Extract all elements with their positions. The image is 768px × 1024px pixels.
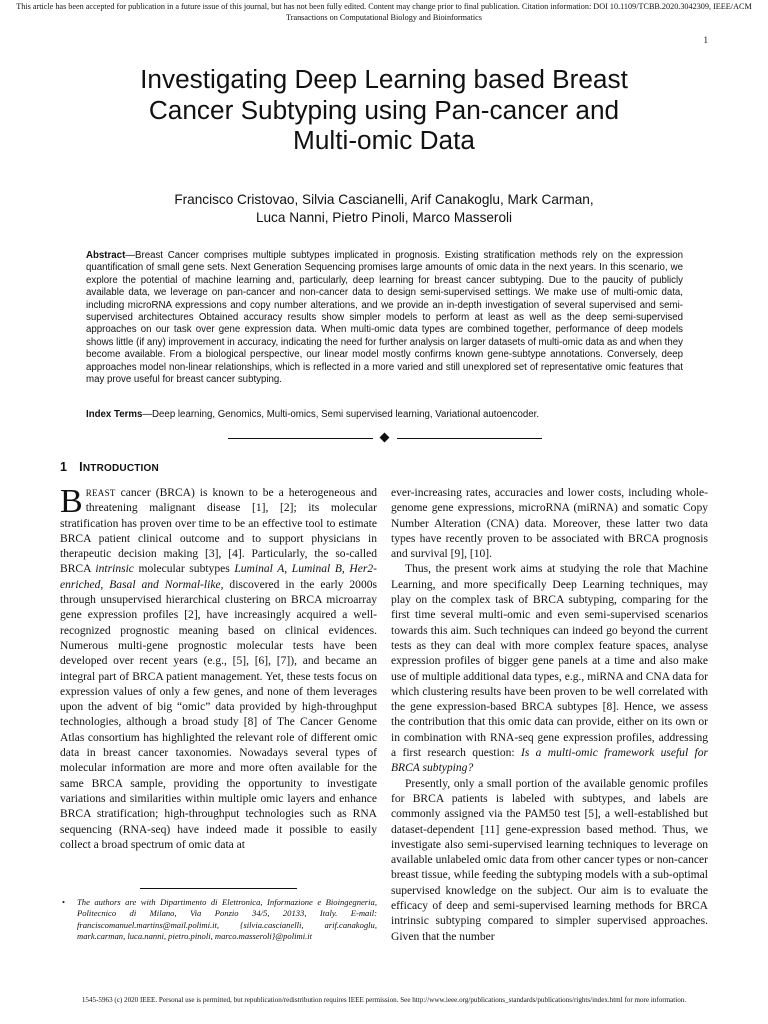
- left-column: [60, 483, 377, 853]
- research-question: Is a multi-omic framework useful for BRCA subtyping?: [391, 747, 708, 775]
- section-heading-introduction: [60, 460, 159, 474]
- footnote-text: The authors are with Dipartimento di Elettronica, Informazione e Bioingegneria, Politecnico di Milano, Via Ponzio 34/5, 20133, Italy. E-mail: franciscomanuel.martins@mail.polimi.it, {silvia.cascianelli, arif.canakoglu, mark.carman, luca.nanni, pietro.pinoli, marco.masseroli}@polimi.it: [77, 897, 377, 941]
- index-terms-label: Index Terms: [86, 409, 143, 420]
- separator-line-right: [397, 438, 542, 439]
- diamond-icon: [380, 433, 390, 443]
- authors-line-2: Luca Nanni, Pietro Pinoli, Marco Masseroli: [255, 210, 513, 225]
- footnote-rule: [140, 888, 297, 889]
- lead-smallcaps: REAST: [85, 488, 116, 498]
- author-affiliation-footnote: [62, 897, 377, 942]
- index-terms: [86, 409, 683, 421]
- author-list: [60, 191, 708, 227]
- separator-line-left: [228, 438, 373, 439]
- abstract-text: —Breast Cancer comprises multiple subtypes implicated in prognosis. Existing stratification methods rely on the expression quantification of small gene sets. Next Generation Sequencing promises large amounts of omic data in the next years. In this scenario, we explore the potential of machine learning and, particularly, deep learning for breast cancer subtyping. Due to the paucity of publicly available data, we leverage on pan-cancer and non-cancer data to design semi-supervised settings. We make use of multi-omic data, including microRNA expressions and copy number alterations, and we provide an in-depth investigation of several supervised and semi-supervised architectures Obtained accuracy results show simpler models to perform at least as well as the deep semi-supervised approaches on our task over gene expression data. When multi-omic data types are combined together, performance of deep models shows little (if any) improvement in accuracy, indicating the need for further analysis on larger datasets of multi-omic data as and when they become available. From a biological perspective, our linear model mostly confirms known gene-subtype annotations. Conversely, deep approaches model non-linear relationships, which is reflected in a more varied and still unexplored set of representative omic features that may prove useful for breast cancer subtyping.: [86, 250, 683, 386]
- right-column: [391, 486, 708, 945]
- text-run: , discovered in the early 2000s through unsupervised hierarchical clustering on BRCA microarray gene expression profiles [2], have increasingly acquired a well-recognized prognostic meaning based on clinical evidences. Numerous multi-gene prognostic molecular tests have been developed over recent years (e.g., [5], [6], [7]), and became an integral part of BRCA patient management. Yet, these tests focus on expression values of only a few genes, and none of them leverages upon the advent of big “omic” data provided by high-throughput technologies, although a broad study [8] of The Cancer Genome Atlas consortium has highlighted the relevant role of different omic data in breast cancer taxonomies. Nowadays several types of molecular information are more and more often available for the same BRCA sample, providing the opportunity to investigate variations and similarities within multiple omic layers and enhance BRCA stratification; high-throughput technologies such as RNA sequencing (RNA-seq) have indeed made it possible to easily collect a broad spectrum of omic data at: [60, 578, 377, 851]
- title-line-1: Investigating Deep Learning based Breast: [140, 64, 628, 94]
- section-title-rest: NTRODUCTION: [82, 463, 159, 474]
- paper-title: [60, 64, 708, 156]
- drop-cap: B: [60, 483, 83, 520]
- intro-paragraph-2: [391, 562, 708, 776]
- header-line-1: This article has been accepted for publication in a future issue of this journal, but has not been fully edited. Content may change prior to final publication. Citation information: DOI 10.1109/TCBB.2020.3042309, IEEE/ACM: [16, 2, 752, 11]
- intro-paragraph-3: Presently, only a small portion of the available genomic profiles for BRCA patients is labeled with subtypes, and labels are commonly assigned via the PAM50 test [5], a well-established but dataset-dependent [11] gene-expression based method. Thus, we investigate also semi-supervised learning techniques to leverage on available unlabeled omic data from other cancer types or non-cancer breast tissue, while feeding the subtyping models with a sub-optimal supervised knowledge on the subject. Our aim is to evaluate the efficacy of deep and semi-supervised learning methods for BRCA intrinsic subtyping compared to simpler supervised approaches. Given that the number: [391, 777, 708, 943]
- emphasis-subtypes: Luminal A, Luminal B, Her2-enriched, Basal and Normal-like: [60, 563, 377, 591]
- header-line-2: Transactions on Computational Biology and Bioinformatics: [286, 12, 482, 22]
- page-number: 1: [703, 35, 708, 45]
- title-line-2: Cancer Subtyping using Pan-cancer and: [148, 94, 620, 125]
- section-title-initial: I: [79, 460, 83, 474]
- footnote-bullet: •: [62, 897, 66, 907]
- intro-paragraph-1: [60, 483, 377, 853]
- emphasis-intrinsic: intrinsic: [95, 563, 134, 576]
- intro-paragraph-1-continued: ever-increasing rates, accuracies and lower costs, including whole-genome gene expressions, microRNA (miRNA) and somatic Copy Number Alteration (CNA) data. Moreover, these latter two data types have recently proven to be associated with BRCA prognosis and survival [9], [10].: [391, 487, 708, 561]
- text-run: Thus, the present work aims at studying the role that Machine Learning, and more specifically Deep Learning techniques, may play on the complex task of BRCA subtyping, comparing for the first time several multi-omic and even semi-supervised scenarios towards this aim. Such techniques can indeed go beyond the current tests as they can deal with more complex feature spaces, analyse expression profiles of bigger gene panels at a time and also make use of multiple additional data types, e.g., miRNA and CNA data for which clustering results have been proven to be well correlated with the gene expression-based BRCA subtypes [8]. Hence, we assess the contribution that this omic data can provide, either on its own or in combination with RNA-seq gene expression profiles, addressing a first research question:: [391, 563, 708, 760]
- journal-header-note: [0, 2, 768, 23]
- authors-line-1: Francisco Cristovao, Silvia Cascianelli, Arif Canakoglu, Mark Carman,: [174, 192, 594, 207]
- section-number: 1: [60, 460, 68, 474]
- section-separator: [228, 432, 542, 444]
- text-run: cancer (BRCA) is known to be a heterogeneous and threatening malignant disease [1], [2]; its molecular stratification has proven over time to be an effective tool to estimate BRCA patient clinical outcome and to support physicians in therapeutic decision making [3], [4]. Particularly, the so-called BRCA: [60, 487, 377, 576]
- abstract-label: Abstract: [86, 250, 126, 261]
- text-run: molecular subtypes: [133, 563, 235, 576]
- title-line-3: Multi-omic Data: [293, 125, 475, 155]
- copyright-footer: 1545-5963 (c) 2020 IEEE. Personal use is permitted, but republication/redistribution requires IEEE permission. See http://www.ieee.org/publications_standards/publications/rights/index.html for more information.: [81, 996, 687, 1004]
- index-terms-text: —Deep learning, Genomics, Multi-omics, Semi supervised learning, Variational autoencoder.: [142, 409, 540, 420]
- abstract: [86, 250, 683, 386]
